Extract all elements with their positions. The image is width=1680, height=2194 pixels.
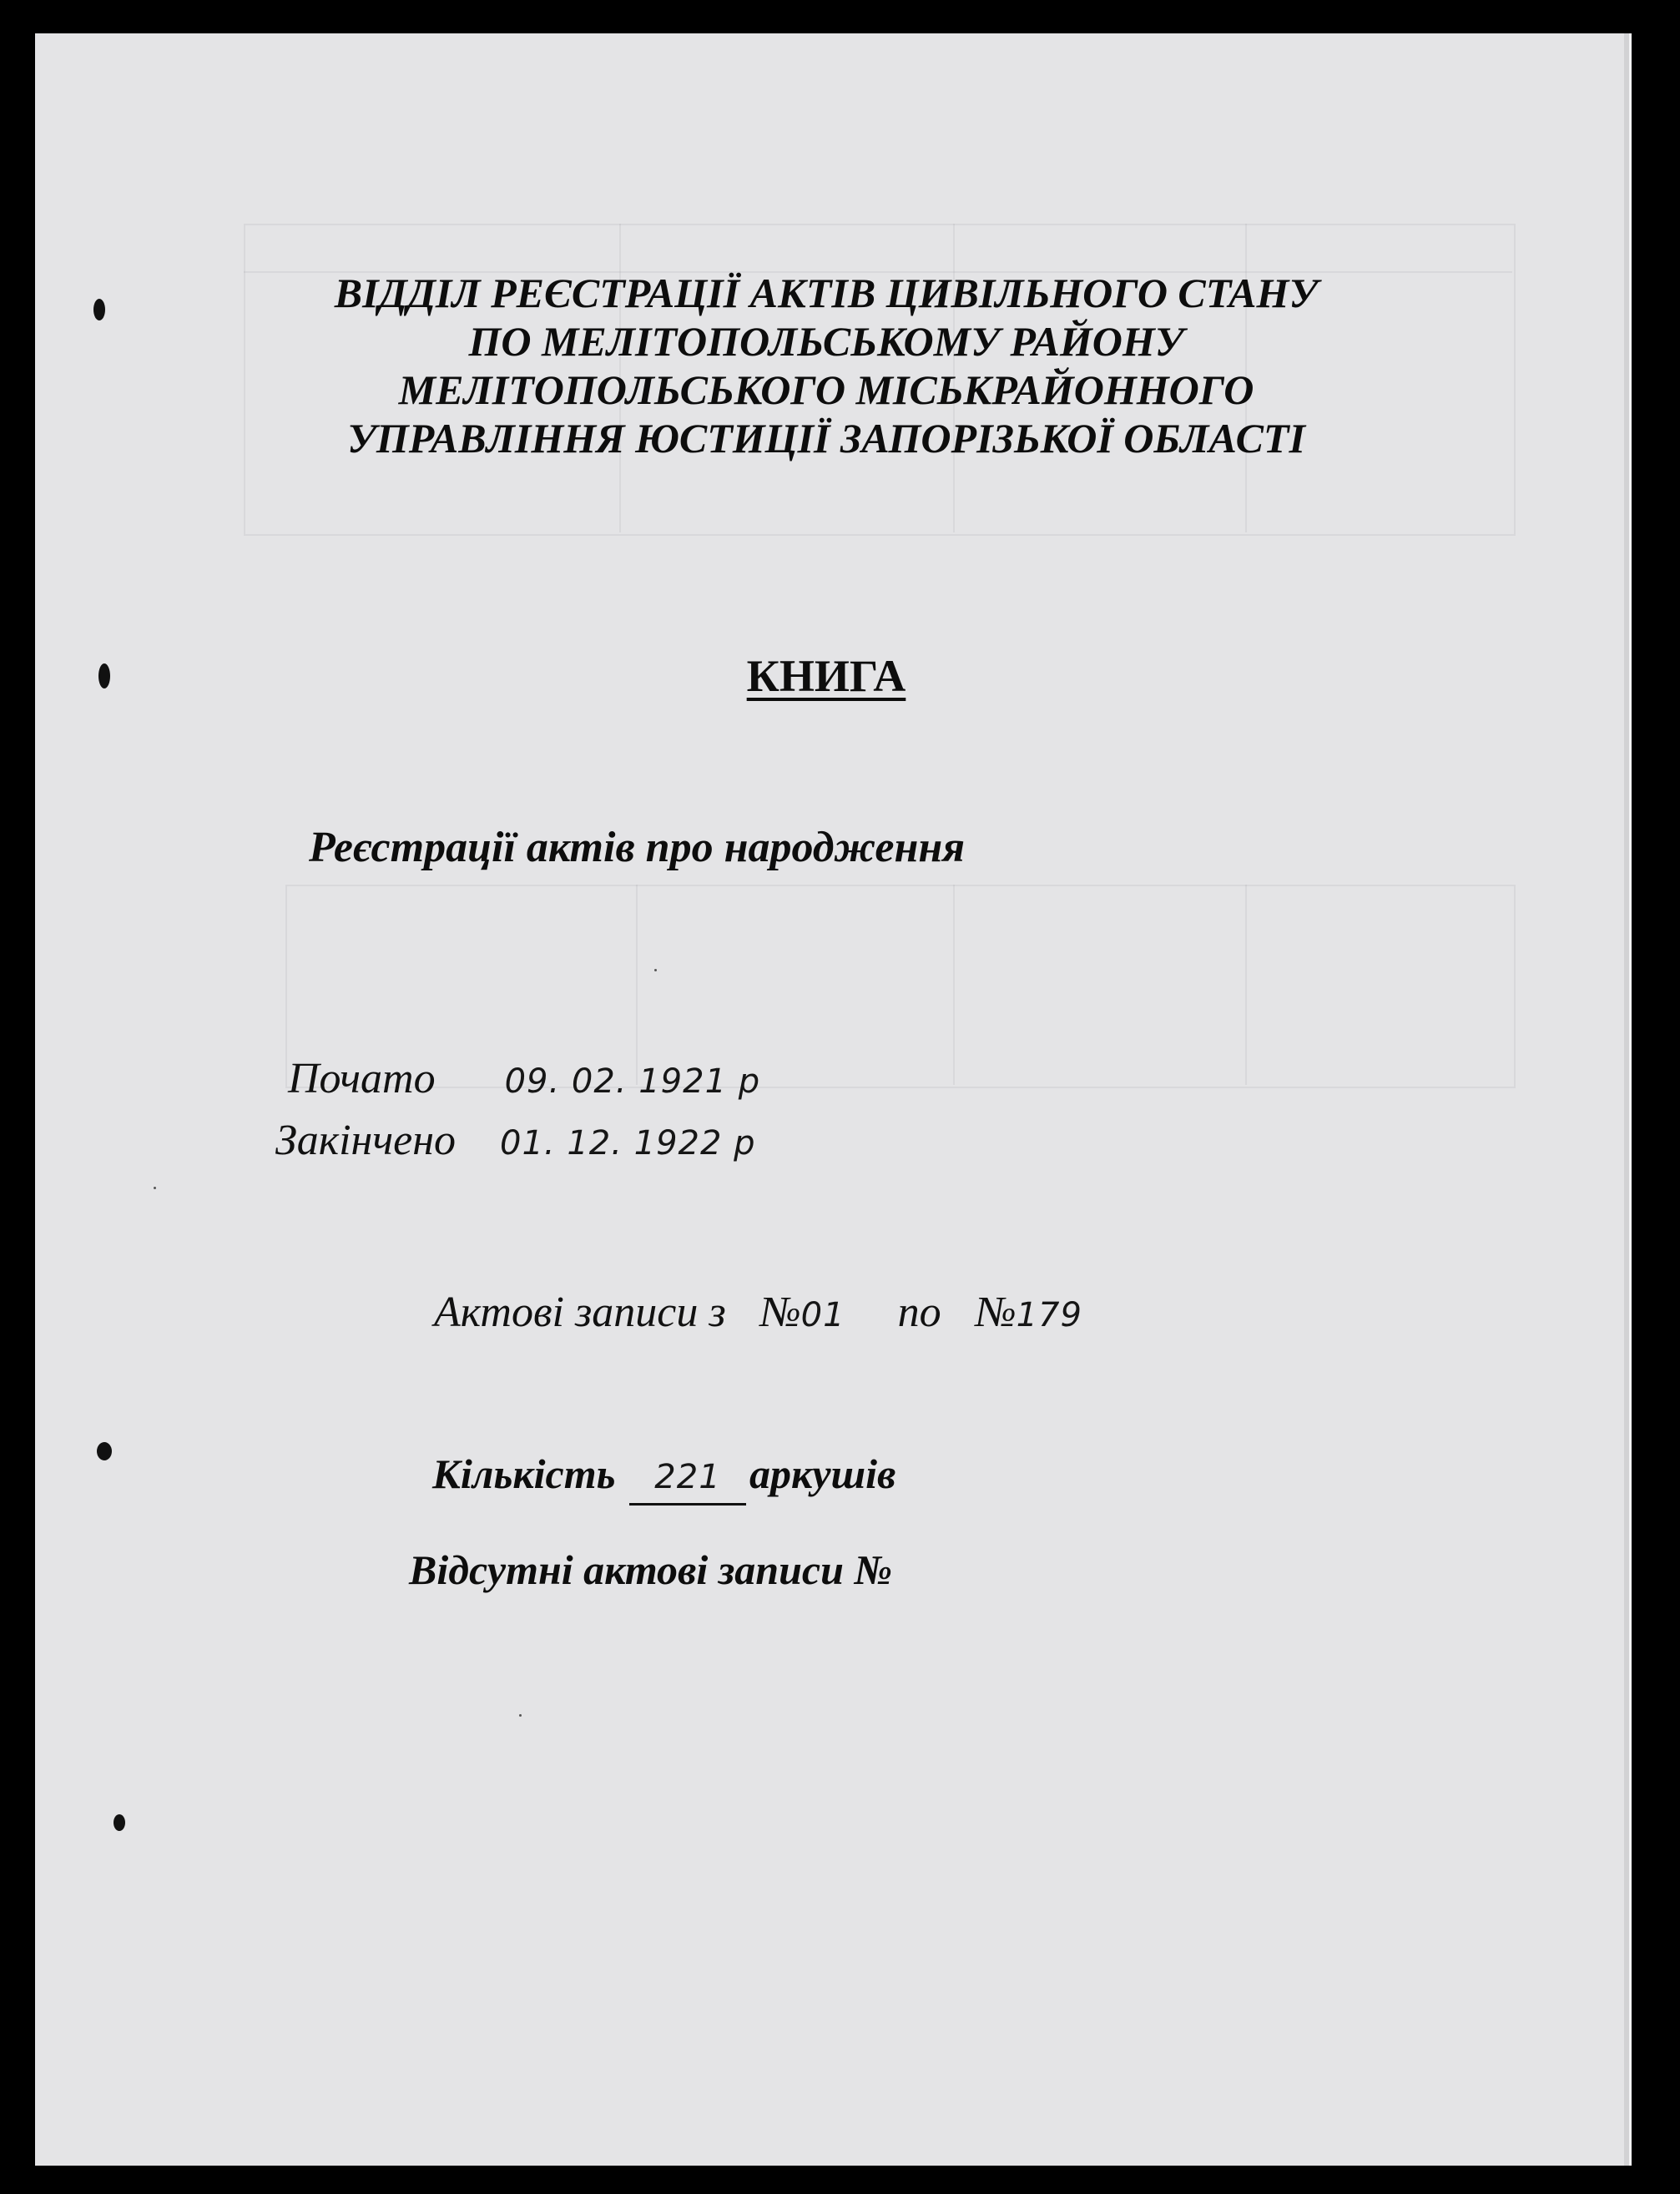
finished-date: 01. 12. 1922 р (500, 1124, 756, 1163)
started-date: 09. 02. 1921 р (504, 1062, 761, 1101)
binding-hole (114, 1814, 125, 1831)
institution-header (167, 269, 1486, 462)
started-label: Почато (288, 1055, 436, 1102)
finished-label: Закінчено (275, 1117, 456, 1164)
binding-hole (93, 299, 105, 320)
started-row (288, 1053, 760, 1107)
speck (654, 969, 657, 971)
speck (519, 1714, 522, 1717)
header-line: ВІДДІЛ РЕЄСТРАЦІЇ АКТІВ ЦИВІЛЬНОГО СТАНУ (334, 270, 1319, 316)
header-line: УПРАВЛІННЯ ЮСТИЦІЇ ЗАПОРІЗЬКОЇ ОБЛАСТІ (347, 415, 1305, 461)
count-unit: аркушів (749, 1450, 896, 1497)
records-to-label: по (897, 1289, 941, 1336)
missing-records: Відсутні актові записи № (409, 1546, 893, 1593)
book-title: КНИГА (746, 651, 906, 701)
header-line: ПО МЕЛІТОПОЛЬСЬКОМУ РАЙОНУ (468, 318, 1184, 365)
speck (154, 1187, 156, 1189)
records-from-value: 01 (800, 1296, 845, 1334)
records-label: Актові записи з (434, 1289, 726, 1336)
records-range (434, 1287, 1082, 1341)
binding-hole (97, 1442, 112, 1460)
header-line: МЕЛІТОПОЛЬСЬКОГО МІСЬКРАЙОННОГО (398, 366, 1254, 413)
binding-hole (98, 663, 110, 688)
book-subtitle: Реєстрації актів про народження (309, 824, 966, 871)
records-to-value: 179 (1016, 1296, 1082, 1334)
records-from-sign: № (759, 1289, 801, 1336)
sheet-count (432, 1448, 895, 1506)
finished-row (275, 1115, 756, 1169)
show-through-line (953, 885, 955, 1085)
records-to-sign: № (975, 1289, 1017, 1336)
count-label: Кількість (432, 1450, 616, 1497)
show-through-line (1245, 885, 1247, 1085)
count-value: 221 (629, 1451, 746, 1506)
